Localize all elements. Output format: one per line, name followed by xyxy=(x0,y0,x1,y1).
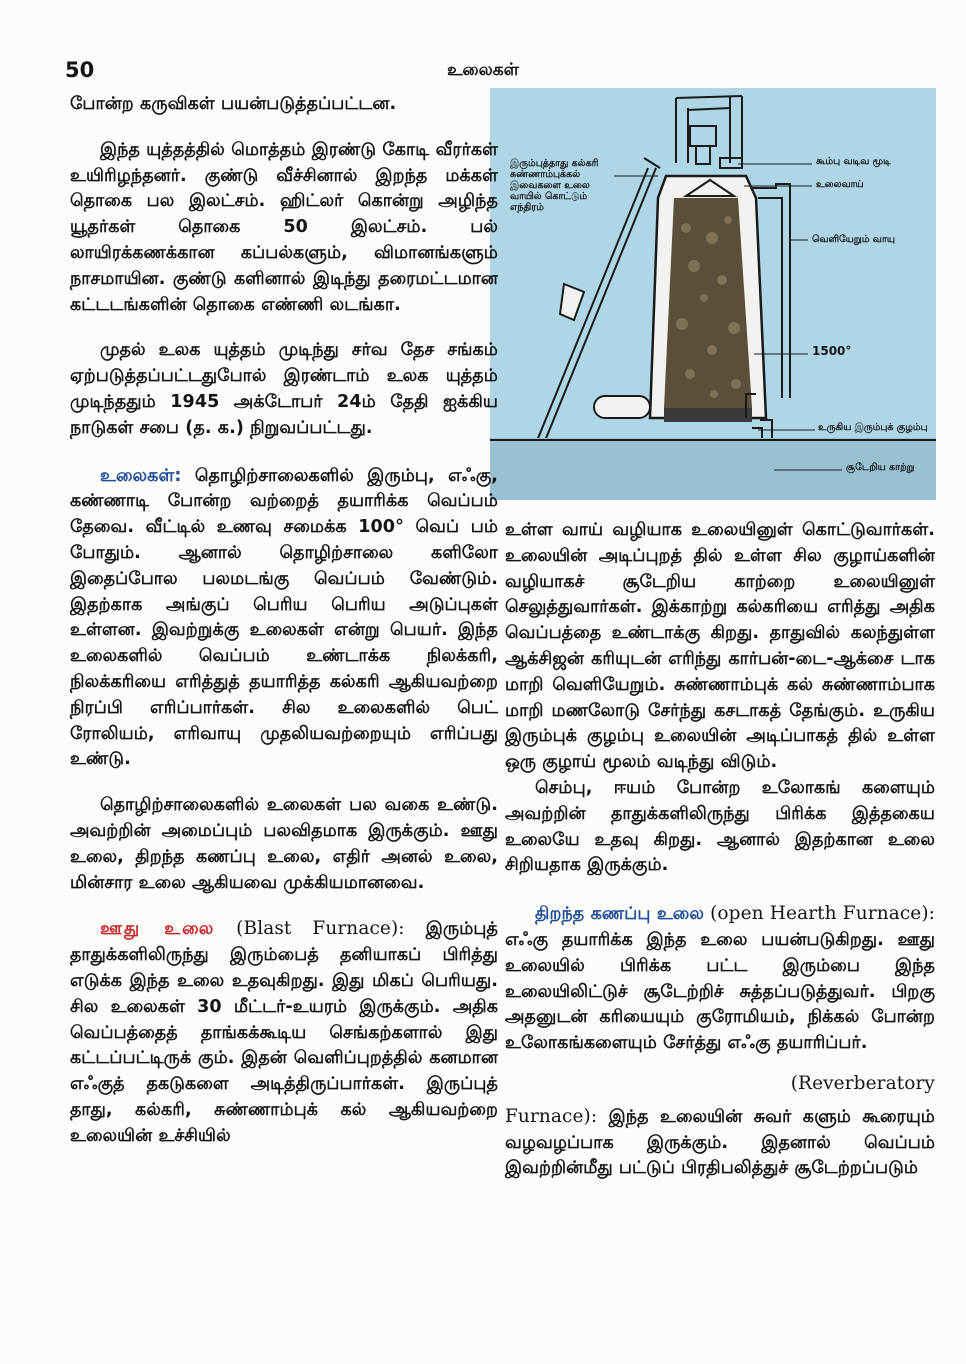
blast-furnace-figure xyxy=(490,88,936,500)
label-hot-air: சூடேறிய காற்று xyxy=(846,462,915,473)
section-heading: திறந்த கணப்பு உலை xyxy=(535,904,704,925)
right-column xyxy=(505,518,935,1182)
paragraph: போன்ற கருவிகள் பயன்படுத்தப்பட்டன. xyxy=(70,94,397,114)
label-mouth: உலைவாய் xyxy=(816,179,864,190)
paragraph: தொழிற்சாலைகளில் உலைகள் பல வகை உண்டு. அவற்றின் அமைப்பும் பலவிதமாக இருக்கும். ஊது உலை, திறந்த கணப்பு உலை, எதிர் அனல் உலை, மின்சார உலை ஆகியவை முக்கியமானவை. xyxy=(70,795,498,893)
label-loader: இரும்புத்தாது கல்கரி சுண்ணாம்புக்கல் இவைகளை உலை வாயில் கொட்டும் எந்திரம் xyxy=(510,158,599,213)
paragraph: உள்ள வாய் வழியாக உலையினுள் கொட்டுவார்கள். உலையின் அடிப்புறத் தில் உள்ள சில குழாய்களின் வழியாகச் சூடேறிய காற்றை உலையினுள் செலுத்துவார்கள். இக்காற்று கல்கரியை எரித்து அதிக வெப்பத்தை உண்டாக்கு கிறது. தாதுவில் கலந்துள்ள ஆக்சிஜன் கரியுடன் எரிந்து கார்பன்-டை-ஆக்சை டாக மாறி வெளியேறும். சுண்ணாம்புக் கல் சுண்ணாம்பாக மாறி மணலோடு சேர்ந்து கசடாகத் தேங்கும். உருகிய இரும்புக் குழம்பு உலையின் அடிப்பாகத் தில் உள்ள ஒரு குழாய் மூலம் வடிந்து விடும். xyxy=(505,520,935,773)
loader-bucket xyxy=(560,284,584,320)
paragraph: திறந்த கணப்பு உலை (open Hearth Furnace): எஃகு தயாரிக்க இந்த உலை பயன்படுகிறது. ஊது உலையில் பிரிக்க பட்ட இரும்பை இந்த உலையிலிட்டுச் சூடேற்றிச் சுத்தப்படுத்துவர். பிறகு அதனுடன் கரியையும் குரோமியம், நிக்கல் போன்ற உலோகங்களையும் சேர்த்து எஃகு தயாரிப்பர். xyxy=(505,903,935,1054)
paragraph: செம்பு, ஈயம் போன்ற உலோகங் களையும் அவற்றின் தாதுக்களிலிருந்து பிரிக்க இத்தகைய உலையே உதவு கிறது. ஆனால் இதற்கான உலை சிறியதாக இருக்கும். xyxy=(505,777,935,876)
section-heading: ஊது உலை xyxy=(100,919,216,940)
furnace-body xyxy=(650,176,766,422)
page-number: 50 xyxy=(65,58,95,82)
paragraph: (Reverberatory xyxy=(790,1072,935,1094)
section-heading: உலைகள்: xyxy=(100,465,182,486)
blast-furnace-diagram xyxy=(490,88,936,500)
label-molten-iron: உருகிய இரும்புக் குழம்பு xyxy=(818,422,928,433)
left-column xyxy=(70,92,498,1149)
label-cone-lid: கூம்பு வடிவ மூடி xyxy=(816,156,891,167)
paragraph: இந்த யுத்தத்தில் மொத்தம் இரண்டு கோடி வீரர்கள் உயிரிழந்தனர். குண்டு வீச்சினால் இறந்த மக்கள் தொகை பல இலட்சம். ஹிட்லர் கொன்று அழிந்த யூதர்கள் தொகை 50 இலட்சம். பல் லாயிரக்கணக்கான கப்பல்களும், விமானங்களும் நாசமாயின. குண்டு களினால் இடிந்து தரைமட்டமான கட்டடங்களின் தொகை எண்ணி லடங்கா. xyxy=(70,139,498,315)
paragraph: Furnace): இந்த உலையின் சுவர் களும் கூரையும் வழவழப்பாக இருக்கும். இதனால் வெப்பம் இவற்றின்மீது பட்டுப் பிரதிபலித்துச் சூடேற்றப்படும் xyxy=(505,1105,935,1179)
label-temperature: 1500° xyxy=(812,344,852,358)
page-header xyxy=(0,58,966,88)
paragraph: ஊது உலை (Blast Furnace): இரும்புத் தாதுக்களிலிருந்து இரும்பைத் தனியாகப் பிரித்து எடுக்க இந்த உலை உதவுகிறது. இது மிகப் பெரியது. சில உலைகள் 30 மீட்டர்-உயரம் இருக்கும். அதிக வெப்பத்தைத் தாங்கக்கூடிய செங்கற்களால் இது கட்டப்பட்டிருக் கும். இதன் வெளிப்புறத்தில் கனமான எஃகுத் தகடுகளை அடித்திருப்பார்கள். இருப்புத் தாது, கல்கரி, சுண்ணாம்புக் கல் ஆகியவற்றை உலையின் உச்சியில் xyxy=(70,918,499,1146)
label-exhaust: வெளியேறும் வாயு xyxy=(812,234,895,245)
running-head: உலைகள் xyxy=(447,60,519,80)
paragraph: முதல் உலக யுத்தம் முடிந்து சர்வ தேச சங்கம் ஏற்படுத்தப்பட்டதுபோல் இரண்டாம் உலக யுத்தம் முடிந்ததும் 1945 அக்டோபர் 24ம் தேதி ஐக்கிய நாடுகள் சபை (த. க.) நிறுவப்பட்டது. xyxy=(70,340,498,438)
paragraph: உலைகள்: தொழிற்சாலைகளில் இரும்பு, எஃகு, கண்ணாடி போன்ற வற்றைத் தயாரிக்க வெப்பம் தேவை. வீட்டில் உணவு சமைக்க 100° வெப் பம் போதும். ஆனால் தொழிற்சாலை களிலோ இதைப்போல பலமடங்கு வெப்பம் வேண்டும். இதற்காக அங்குப் பெரிய பெரிய அடுப்புகள் உள்ளன. இவற்றுக்கு உலைகள் என்று பெயர். இந்த உலைகளில் வெப்பம் உண்டாக்க நிலக்கரி, நிலக்கரியை எரித்துத் தயாரித்த கல்கரி ஆகியவற்றை நிரப்பி எரிப்பார்கள். சில உலைகளில் பெட் ரோலியம், எரிவாயு முதலியவற்றையும் எரிப்பது உண்டு. xyxy=(70,465,498,770)
